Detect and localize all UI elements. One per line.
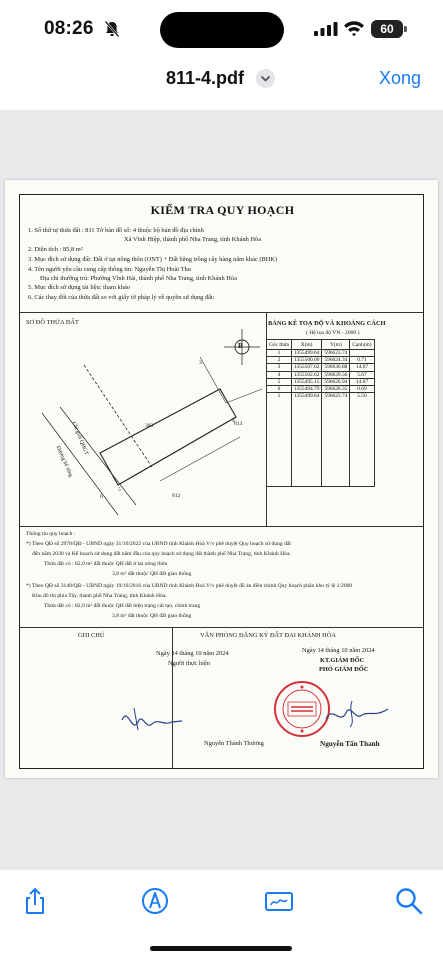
date-right: Ngày 14 tháng 10 năm 2024 [302,647,375,654]
table-cell: 0.71 [350,357,374,364]
table-cell: 1 [267,350,292,357]
divider [172,627,173,768]
dynamic-island [160,12,284,48]
info-line: Địa chỉ thường trú: Phường Vĩnh Hải, thành phố Nha Trang, tỉnh Khánh Hòa [40,275,237,282]
coord-table-title: BẢNG KÊ TOẠ ĐỘ VÀ KHOẢNG CÁCH [268,320,386,327]
planning-info-line: *) Theo QĐ số 3148/QĐ - UBND ngày 19/10/2016 của UBND tỉnh Khánh Hoà V/v phê duyệt đồ án điều chỉnh Quy hoạch phân khu tỷ lệ 1/2000 [26,583,353,589]
parcel-label: 383 [145,423,154,429]
coord-table-subtitle: ( Hệ tọa độ VN - 2000 ) [306,330,360,336]
table-cell: 596639.56 [322,371,350,378]
table-header: Cạnh(m) [350,340,374,350]
divider [20,312,423,313]
office-name: VĂN PHÒNG ĐĂNG KÝ ĐẤT ĐAI KHÁNH HÒA [200,632,337,639]
table-cell: 1355499.64 [291,350,322,357]
table-cell: 596624.34 [322,357,350,364]
pdf-page [5,180,438,778]
status-time: 08:26 [44,18,94,39]
table-cell: 6 [267,385,292,392]
table-cell: 596626.35 [322,385,350,392]
table-row [267,364,375,371]
signature-icon[interactable] [264,886,294,916]
planning-info-line: đến năm 2030 và Kế hoạch sử dụng đất năm đầu của quy hoạch sử dụng đất thành phố Nha Trang, tỉnh Khánh Hòa. [32,551,291,557]
table-row [267,350,375,357]
table-cell: 3 [267,364,292,371]
vertex-label: 3 [199,360,202,366]
info-line: 1. Số thứ tự thửa đất : 811 Tờ bản đồ số: 4 thuộc bộ bản đồ địa chính [28,227,204,234]
table-header: Góc thửa [267,340,292,350]
table-row [267,371,375,378]
director-signature-icon [322,695,392,731]
planning-info-line: Khu đô thị phía Tây, thành phố Nha Trang, tỉnh Khánh Hòa. [32,593,167,599]
planning-info-line: Thông tin quy hoạch : [26,531,76,537]
share-icon[interactable] [20,886,50,916]
planning-info-line: 3,8 m² đất thuộc QH đất giao thông [112,613,192,619]
notes-title: GHI CHÚ [78,632,105,639]
table-header: Y(m) [322,340,350,350]
planning-info-line: Thửa đất có : 82,0 m² đất thuộc QH đất ở tại nông thôn [44,561,168,567]
signer-role: KT.GIÁM ĐỐC [320,657,365,664]
table-cell: 1355495.15 [291,378,322,385]
signer-name: Nguyễn Tấn Thanh [320,740,380,748]
preparer-role: Người thực hiện [168,660,210,667]
table-row [267,378,375,385]
parcel-label: 812 [172,493,181,499]
info-line: Xã Vĩnh Hiệp, thành phố Nha Trang, tỉnh Khánh Hòa [124,236,262,243]
status-bar [0,0,443,56]
markup-icon[interactable] [140,886,170,916]
preparer-name: Nguyễn Thành Thương [204,740,264,747]
document-heading: KIỂM TRA QUY HOẠCH [150,203,295,217]
table-cell: 1355502.62 [291,371,322,378]
chevron-down-icon [256,69,275,88]
road-label: Đường bê tông [54,445,74,479]
table-cell: 2 [267,357,292,364]
coordinate-table [266,339,375,487]
vertex-label: 6 [100,494,103,500]
table-cell: 596626.94 [322,378,350,385]
table-row [267,393,375,487]
north-arrow-label: B [238,342,243,350]
table-cell: 5.67 [350,371,374,378]
divider [20,627,423,628]
nav-bar [0,58,443,102]
cellular-signal-icon [314,22,338,36]
table-cell: 14.67 [350,364,374,371]
done-button[interactable]: Xong [379,68,422,88]
table-cell: 14.67 [350,378,374,385]
vertex-label: 4 [232,418,235,424]
date-left: Ngày 14 tháng 10 năm 2024 [156,650,229,657]
preparer-signature-icon [116,700,186,738]
table-row [267,385,375,392]
table-cell: 1355507.62 [291,364,322,371]
document-title[interactable]: 811-4.pdf [166,68,245,88]
table-cell: 596623.74 [322,393,350,487]
table-cell: 1355494.79 [291,385,322,392]
info-line: 3. Mục đích sử dụng đất: Đất ở tại nông thôn (ONT) + Đất bằng trồng cây hàng năm khác (BHK) [28,256,278,263]
info-line: 6. Các thay đổi của thửa đất so với giấy tờ pháp lý về quyền sử dụng đất: [28,294,215,301]
table-row [267,357,375,364]
home-indicator[interactable] [150,946,292,951]
battery-indicator: 60 [371,20,403,38]
planning-info-line: *) Theo QĐ số 2978/QĐ - UBND ngày 31/10/2022 của UBND tỉnh Khánh Hoà V/v phê duyệt Quy hoạch sử dụng đất [26,541,291,547]
document-viewer[interactable] [0,110,443,870]
silent-mode-icon [104,20,120,38]
info-line: 5. Mục đích sử dụng tài liệu: tham khảo [28,284,130,291]
planning-info-line: Thửa đất có : 82,0 m² đất thuộc QH đất hiện trạng cải tạo, chỉnh trang [44,603,201,609]
table-header: X(m) [291,340,322,350]
search-icon[interactable] [394,886,424,916]
info-line: 4. Tên người yêu cầu cung cấp thông tin: Nguyễn Thị Hoài Thu [28,266,191,273]
table-cell: 596623.74 [322,350,350,357]
title-menu-button[interactable] [256,69,275,88]
map-section-title: SƠ ĐỒ THỬA ĐẤT [26,319,79,326]
table-cell: 596636.88 [322,364,350,371]
table-cell: 1 [267,393,292,487]
table-cell: 5.50 [350,393,374,487]
table-cell: 4 [267,371,292,378]
info-line: 2. Diện tích : 85,8 m² [28,246,83,253]
planning-info-line: 3,8 m² đất thuộc QH đất giao thông [112,571,192,577]
table-cell: 0.69 [350,385,374,392]
parcel-label: 813 [234,421,243,427]
table-cell [350,350,374,357]
table-cell: 1355499.64 [291,393,322,487]
table-cell: 5 [267,378,292,385]
divider [20,526,423,527]
road-label: Chỉ giới QHGT [70,421,90,456]
signer-role: PHÓ GIÁM ĐỐC [319,666,369,673]
table-cell: 1355500.00 [291,357,322,364]
vertex-label: 5 [118,487,121,493]
document-frame [19,194,424,769]
wifi-icon [343,19,365,37]
